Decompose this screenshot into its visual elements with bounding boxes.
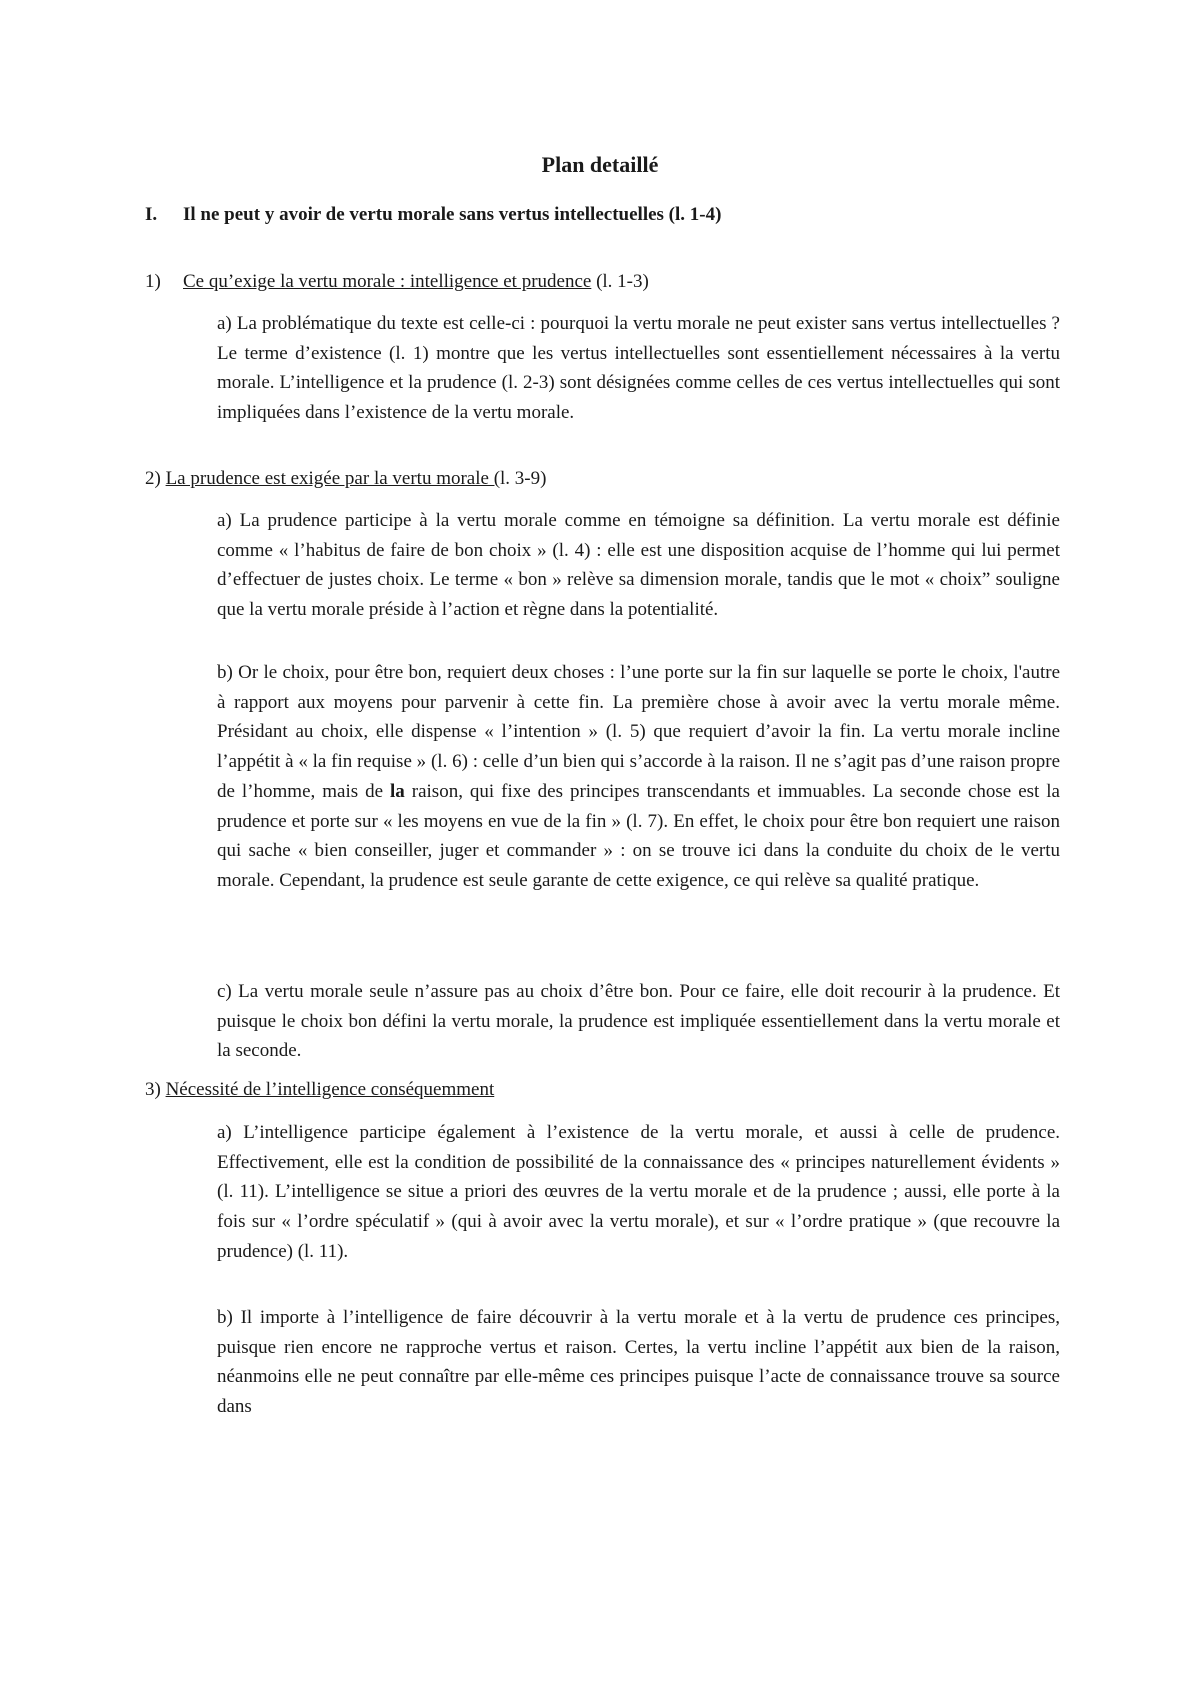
subsection-number: 3) (145, 1079, 166, 1100)
section-title: Il ne peut y avoir de vertu morale sans vertus intellectuelles (l. 1-4) (183, 204, 722, 225)
paragraph-2b-text: raison, qui fixe des principes transcendants et immuables. La seconde chose est la prudence et porte sur « les moyens en vue de la fin » (l. 7). En effet, le choix pour être bon requiert une raison qui sache « bien conseiller, juger et commander » : on se trouve ici dans la conduite du choix de le vertu morale. Cependant, la prudence est seule garante de cette exigence, ce qui relève sa qualité pratique. (217, 780, 1060, 891)
document-title: Plan detaillé (541, 152, 659, 177)
section-number: I. (145, 204, 158, 225)
subsection-title: Nécessité de l’intelligence conséquemment (165, 1079, 495, 1100)
subsection-number: 2) (145, 468, 166, 489)
subsection-heading (145, 1076, 494, 1104)
paragraph-3a: a) L’intelligence participe également à l’existence de la vertu morale, et aussi à celle de prudence. Effectivement, elle est la condition de possibilité de la connaissance des « principes naturellement évidents » (l. 11). L’intelligence se situe a priori des œuvres de la vertu morale et de la prudence ; aussi, elle porte à la fois sur « l’ordre spéculatif » (qui à avoir avec la vertu morale), et sur « l’ordre pratique » (que recouvre la prudence) (l. 11). (217, 1122, 1060, 1262)
paragraph-1a: a) La problématique du texte est celle-ci : pourquoi la vertu morale ne peut exister sans vertus intellectuelles ? Le terme d’existence (l. 1) montre que les vertus intellectuelles sont essentiellement nécessaires à la vertu morale. L’intelligence et la prudence (l. 2-3) sont désignées comme celles de ces vertus intellectuelles qui sont impliquées dans l’existence de la vertu morale. (217, 313, 1060, 424)
paragraph-2a: a) La prudence participe à la vertu morale comme en témoigne sa définition. La vertu morale est définie comme « l’habitus de faire de bon choix » (l. 4) : elle est une disposition acquise de l’homme qui lui permet d’effectuer de justes choix. Le terme « bon » relève sa dimension morale, tandis que le mot « choix” souligne que la vertu morale préside à l’action et règne dans la potentialité. (217, 510, 1060, 621)
subsection-title: La prudence est exigée par la vertu morale ( (165, 468, 501, 489)
subsection-ref: l. 3-9) (500, 468, 547, 489)
section-heading (145, 201, 721, 229)
paragraph-2c: c) La vertu morale seule n’assure pas au choix d’être bon. Pour ce faire, elle doit recourir à la prudence. Et puisque le choix bon défini la vertu morale, la prudence est impliquée essentiellement dans la vertu morale et la seconde. (217, 981, 1060, 1062)
subsection-heading (145, 268, 649, 296)
paragraph-2b (217, 658, 1060, 896)
subsection-title: Ce qu’exige la vertu morale : intelligence et prudence (183, 271, 592, 292)
paragraph-2b-bold: la (390, 780, 405, 802)
subsection-ref: (l. 1-3) (591, 271, 649, 292)
paragraph-3b: b) Il importe à l’intelligence de faire découvrir à la vertu morale et à la vertu de prudence ces principes, puisque rien encore ne rapproche vertus et raison. Certes, la vertu incline l’appétit aux bien de la raison, néanmoins elle ne peut connaître par elle-même ces principes puisque l’acte de connaissance trouve sa source dans (217, 1307, 1060, 1418)
subsection-number: 1) (145, 271, 161, 292)
paragraph-2b-text: b) Or le choix, pour être bon, requiert deux choses : l’une porte sur la fin sur laquelle se porte le choix, l'autre à rapport aux moyens pour parvenir à cette fin. La première chose à avoir avec la vertu morale même. Présidant au choix, elle dispense « l’intention » (l. 5) que requiert d’avoir la fin. La vertu morale incline l’appétit à « la fin requise » (l. 6) : celle d’un bien qui s’accorde à la raison. Il ne s’agit pas d’une raison propre de l’homme, mais de (217, 662, 1060, 802)
subsection-heading (145, 465, 546, 493)
